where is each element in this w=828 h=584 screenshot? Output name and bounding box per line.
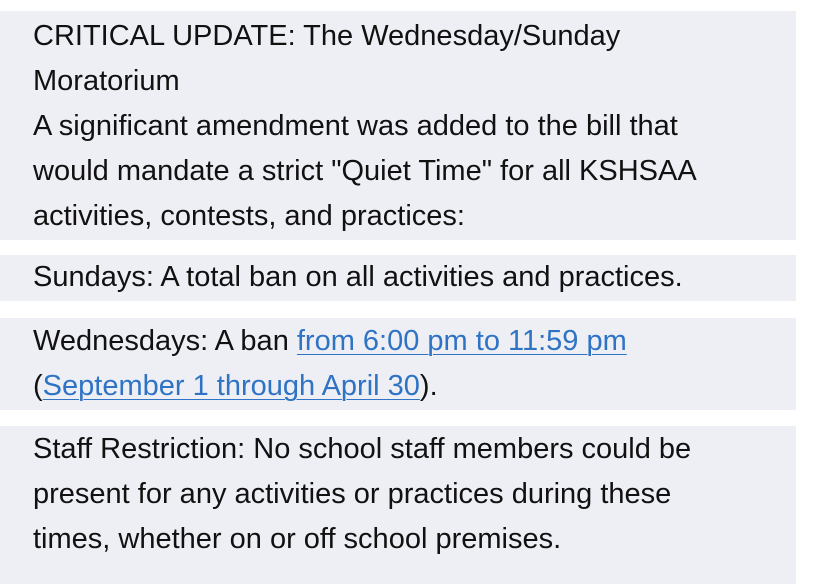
- sundays-block: [0, 255, 796, 301]
- paren-close: ).: [419, 370, 438, 402]
- staff-line-3: times, whether on or off school premises.: [33, 523, 562, 555]
- staff-block: [0, 426, 796, 584]
- staff-line-2: present for any activities or practices during these: [33, 478, 672, 510]
- update-block: [0, 11, 796, 240]
- intro-line-1: A significant amendment was added to the bill that: [33, 110, 678, 142]
- sundays-text: Sundays: A total ban on all activities and practices.: [33, 261, 683, 293]
- intro-line-2: would mandate a strict "Quiet Time" for all KSHSAA: [33, 155, 697, 187]
- wednesdays-block: [0, 318, 796, 410]
- paren-open: (: [33, 370, 43, 402]
- time-range-link[interactable]: from 6:00 pm to 11:59 pm: [296, 325, 627, 357]
- staff-line-1: Staff Restriction: No school staff members could be: [33, 433, 692, 465]
- date-range-link[interactable]: September 1 through April 30: [42, 370, 420, 402]
- heading-line-2: Moratorium: [33, 65, 180, 97]
- intro-line-3: activities, contests, and practices:: [33, 200, 465, 232]
- wednesdays-line-1: [33, 319, 796, 364]
- wednesdays-line-2: [33, 364, 796, 409]
- heading-line-1: CRITICAL UPDATE: The Wednesday/Sunday: [33, 20, 621, 52]
- wednesdays-prefix: Wednesdays: A ban: [33, 325, 297, 357]
